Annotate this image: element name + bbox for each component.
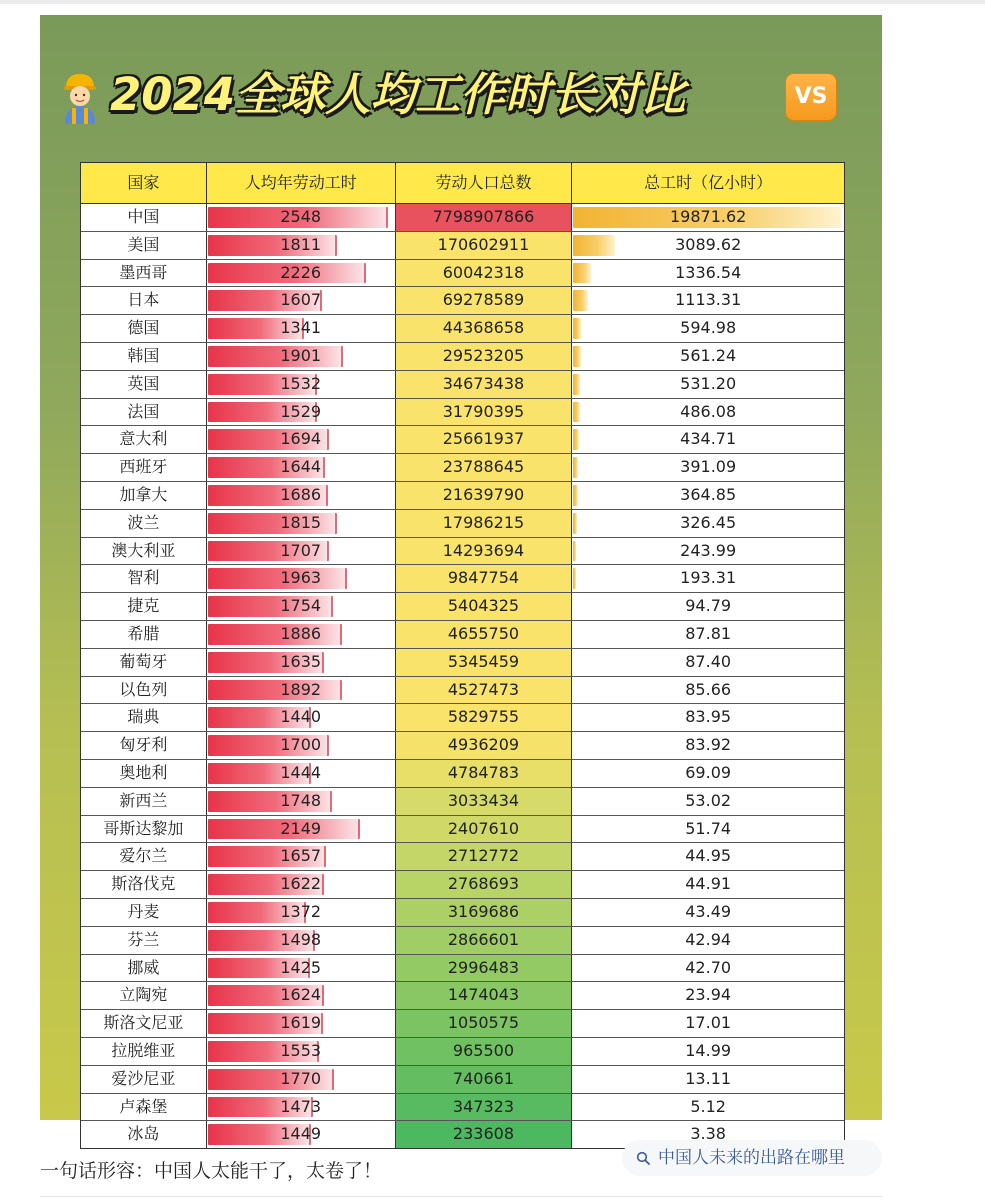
hours-value: 1622	[280, 874, 322, 894]
cell-labor: 2407610	[396, 816, 573, 843]
cell-country: 西班牙	[81, 454, 207, 481]
table-row	[81, 399, 844, 427]
total-value: 561.24	[680, 345, 737, 365]
total-value: 3089.62	[675, 234, 742, 254]
total-value: 87.81	[685, 623, 732, 643]
cell-total	[572, 1010, 844, 1037]
hours-value: 1686	[280, 484, 322, 504]
cell-labor: 3033434	[396, 788, 573, 815]
cell-total	[572, 287, 844, 314]
total-value: 51.74	[685, 818, 732, 838]
cell-hours	[207, 482, 396, 509]
cell-country: 波兰	[81, 510, 207, 537]
cell-hours	[207, 371, 396, 398]
cell-hours	[207, 927, 396, 954]
cell-labor: 9847754	[396, 565, 573, 592]
cell-labor: 3169686	[396, 899, 573, 926]
cell-hours	[207, 399, 396, 426]
cell-total	[572, 260, 844, 287]
hours-value: 2226	[280, 262, 322, 282]
hours-bar	[208, 680, 342, 701]
cell-labor: 170602911	[396, 232, 573, 259]
cell-total	[572, 343, 844, 370]
hours-value: 1444	[280, 762, 322, 782]
table-row	[81, 287, 844, 315]
hours-value: 1607	[280, 290, 322, 310]
hours-value: 1425	[280, 957, 322, 977]
cell-total	[572, 982, 844, 1009]
cell-labor: 2866601	[396, 927, 573, 954]
table-row	[81, 315, 844, 343]
cell-labor: 21639790	[396, 482, 573, 509]
vs-badge-icon: VS	[785, 73, 837, 121]
hours-value: 1901	[280, 345, 322, 365]
hours-value: 2149	[280, 818, 322, 838]
cell-labor: 2996483	[396, 955, 573, 982]
cell-country: 以色列	[81, 677, 207, 704]
search-suggestion-label: 中国人未来的出路在哪里	[658, 1148, 845, 1168]
cell-total	[572, 315, 844, 342]
cell-total	[572, 704, 844, 731]
cell-labor: 1474043	[396, 982, 573, 1009]
cell-total	[572, 649, 844, 676]
cell-country: 立陶宛	[81, 982, 207, 1009]
cell-labor: 965500	[396, 1038, 573, 1065]
cell-country: 爱尔兰	[81, 843, 207, 870]
hours-value: 1440	[280, 707, 322, 727]
title-row	[40, 60, 882, 130]
hours-value: 1754	[280, 596, 322, 616]
cell-labor: 5345459	[396, 649, 573, 676]
cell-labor: 2712772	[396, 843, 573, 870]
cell-country: 意大利	[81, 426, 207, 453]
cell-labor: 347323	[396, 1094, 573, 1121]
cell-country: 葡萄牙	[81, 649, 207, 676]
cell-total	[572, 760, 844, 787]
total-value: 434.71	[680, 429, 737, 449]
cell-hours	[207, 538, 396, 565]
cell-total	[572, 1066, 844, 1093]
cell-total	[572, 510, 844, 537]
table-row	[81, 510, 844, 538]
cell-labor: 4655750	[396, 621, 573, 648]
cell-hours	[207, 760, 396, 787]
cell-country: 斯洛伐克	[81, 871, 207, 898]
table-row	[81, 621, 844, 649]
table-row	[81, 260, 844, 288]
hours-value: 2548	[280, 207, 322, 226]
cell-total	[572, 899, 844, 926]
table-body	[81, 204, 844, 1148]
cell-hours	[207, 816, 396, 843]
cell-country: 韩国	[81, 343, 207, 370]
hours-value: 1532	[280, 373, 322, 393]
data-table	[80, 162, 845, 1149]
table-row	[81, 482, 844, 510]
hours-value: 1886	[280, 623, 322, 643]
cell-country: 澳大利亚	[81, 538, 207, 565]
cell-total	[572, 621, 844, 648]
total-value: 23.94	[685, 985, 732, 1005]
cell-labor: 31790395	[396, 399, 573, 426]
hours-value: 1694	[280, 429, 322, 449]
total-value: 5.12	[690, 1096, 726, 1116]
cell-hours	[207, 232, 396, 259]
total-value: 3.38	[690, 1124, 726, 1144]
hours-bar	[208, 624, 342, 645]
cell-hours	[207, 1010, 396, 1037]
cell-hours	[207, 454, 396, 481]
cell-hours	[207, 510, 396, 537]
total-value: 44.95	[685, 846, 732, 866]
total-value: 83.92	[685, 735, 732, 755]
total-value: 83.95	[685, 707, 732, 727]
cell-total	[572, 399, 844, 426]
table-row	[81, 565, 844, 593]
hours-value: 1553	[280, 1040, 322, 1060]
cell-total	[572, 371, 844, 398]
total-bar	[573, 402, 580, 423]
table-row	[81, 1038, 844, 1066]
cell-hours	[207, 649, 396, 676]
cell-hours	[207, 565, 396, 592]
total-value: 193.31	[680, 568, 737, 588]
header-total: 总工时（亿小时）	[644, 173, 773, 192]
cell-hours	[207, 788, 396, 815]
total-bar	[573, 541, 576, 562]
hours-value: 1700	[280, 735, 322, 755]
cell-total	[572, 426, 844, 453]
table-row	[81, 538, 844, 566]
cell-country: 中国	[81, 204, 207, 231]
total-value: 13.11	[685, 1068, 732, 1088]
cell-total	[572, 1094, 844, 1121]
total-value: 42.94	[685, 929, 732, 949]
total-bar	[573, 513, 577, 534]
cell-hours	[207, 1066, 396, 1093]
cell-labor: 2768693	[396, 871, 573, 898]
total-bar	[573, 290, 588, 311]
cell-country: 芬兰	[81, 927, 207, 954]
table-row	[81, 982, 844, 1010]
cell-country: 日本	[81, 287, 207, 314]
total-value: 43.49	[685, 901, 732, 921]
cell-total	[572, 955, 844, 982]
cell-labor: 25661937	[396, 426, 573, 453]
hours-value: 1449	[280, 1124, 322, 1144]
hours-value: 1498	[280, 929, 322, 949]
cell-total	[572, 732, 844, 759]
cell-labor: 23788645	[396, 454, 573, 481]
cell-hours	[207, 621, 396, 648]
cell-labor: 29523205	[396, 343, 573, 370]
table-row	[81, 899, 844, 927]
cell-country: 拉脱维亚	[81, 1038, 207, 1065]
cell-country: 新西兰	[81, 788, 207, 815]
total-bar	[573, 568, 576, 589]
table-row	[81, 1066, 844, 1094]
total-value: 486.08	[680, 401, 737, 421]
cell-hours	[207, 871, 396, 898]
total-value: 391.09	[680, 457, 737, 477]
table-row	[81, 927, 844, 955]
cell-total	[572, 454, 844, 481]
total-bar	[573, 429, 579, 450]
total-value: 53.02	[685, 790, 732, 810]
hours-value: 1748	[280, 790, 322, 810]
cell-total	[572, 482, 844, 509]
cell-hours	[207, 982, 396, 1009]
cell-hours	[207, 732, 396, 759]
hours-value: 1372	[280, 901, 322, 921]
cell-total	[572, 816, 844, 843]
total-value: 85.66	[685, 679, 732, 699]
table-row	[81, 788, 844, 816]
cell-hours	[207, 204, 396, 231]
cell-hours	[207, 955, 396, 982]
cell-country: 美国	[81, 232, 207, 259]
cell-country: 德国	[81, 315, 207, 342]
table-row	[81, 843, 844, 871]
cell-country: 法国	[81, 399, 207, 426]
total-value: 243.99	[680, 540, 737, 560]
search-suggestion-chip[interactable]	[622, 1140, 882, 1176]
table-header	[81, 163, 844, 204]
cell-hours	[207, 343, 396, 370]
table-row	[81, 232, 844, 260]
hours-value: 1635	[280, 651, 322, 671]
hours-value: 1815	[280, 512, 322, 532]
table-row	[81, 760, 844, 788]
table-row	[81, 1094, 844, 1122]
cell-labor: 4936209	[396, 732, 573, 759]
top-divider	[0, 0, 985, 4]
cell-labor: 14293694	[396, 538, 573, 565]
cell-country: 希腊	[81, 621, 207, 648]
hours-value: 1619	[280, 1013, 322, 1033]
cell-labor: 4527473	[396, 677, 573, 704]
table-row	[81, 677, 844, 705]
cell-labor: 740661	[396, 1066, 573, 1093]
header-labor: 劳动人口总数	[396, 163, 573, 203]
cell-total	[572, 843, 844, 870]
cell-labor: 7798907866	[396, 204, 573, 231]
cell-total	[572, 927, 844, 954]
total-value: 531.20	[680, 373, 737, 393]
cell-hours	[207, 843, 396, 870]
bottom-divider	[40, 1196, 882, 1197]
hours-value: 1657	[280, 846, 322, 866]
total-value: 14.99	[685, 1040, 732, 1060]
total-value: 594.98	[680, 318, 737, 338]
cell-labor: 34673438	[396, 371, 573, 398]
cell-total	[572, 871, 844, 898]
cell-total	[572, 565, 844, 592]
cell-hours	[207, 593, 396, 620]
hours-value: 1811	[280, 234, 322, 254]
cell-hours	[207, 426, 396, 453]
caption-text: 一句话形容：中国人太能干了，太卷了！	[40, 1160, 383, 1182]
total-value: 69.09	[685, 762, 732, 782]
chart-poster	[40, 15, 882, 1144]
cell-hours	[207, 677, 396, 704]
total-bar	[573, 235, 615, 256]
total-value: 326.45	[680, 512, 737, 532]
table-row	[81, 371, 844, 399]
total-value: 19871.62	[669, 207, 747, 226]
total-value: 44.91	[685, 874, 732, 894]
cell-total	[572, 788, 844, 815]
hours-value: 1963	[280, 568, 322, 588]
hours-bar	[208, 568, 347, 589]
table-row	[81, 204, 844, 232]
hours-value: 1624	[280, 985, 322, 1005]
cell-hours	[207, 899, 396, 926]
header-country: 国家	[81, 163, 207, 203]
cell-country: 丹麦	[81, 899, 207, 926]
table-row	[81, 816, 844, 844]
cell-hours	[207, 704, 396, 731]
cell-country: 斯洛文尼亚	[81, 1010, 207, 1037]
cell-total	[572, 538, 844, 565]
total-value: 87.40	[685, 651, 732, 671]
table-row	[81, 649, 844, 677]
cell-country: 加拿大	[81, 482, 207, 509]
cell-labor: 69278589	[396, 287, 573, 314]
cell-country: 冰岛	[81, 1121, 207, 1148]
total-bar	[573, 457, 578, 478]
table-row	[81, 343, 844, 371]
cell-labor: 5829755	[396, 704, 573, 731]
hours-value: 1341	[280, 318, 322, 338]
cell-labor: 233608	[396, 1121, 573, 1148]
header-hours: 人均年劳动工时	[207, 163, 396, 203]
table-row	[81, 454, 844, 482]
cell-hours	[207, 287, 396, 314]
cell-total	[572, 204, 844, 231]
total-value: 17.01	[685, 1013, 732, 1033]
total-value: 42.70	[685, 957, 732, 977]
cell-labor: 1050575	[396, 1010, 573, 1037]
total-bar	[573, 346, 581, 367]
cell-hours	[207, 315, 396, 342]
hours-value: 1529	[280, 401, 322, 421]
table-row	[81, 704, 844, 732]
total-bar	[573, 485, 578, 506]
hours-value: 1892	[280, 679, 322, 699]
hours-value: 1644	[280, 457, 322, 477]
total-value: 1336.54	[675, 262, 742, 282]
cell-country: 匈牙利	[81, 732, 207, 759]
cell-country: 卢森堡	[81, 1094, 207, 1121]
table-row	[81, 871, 844, 899]
cell-labor: 4784783	[396, 760, 573, 787]
chart-title: 2024全球人均工作时长对比	[110, 68, 686, 121]
cell-country: 捷克	[81, 593, 207, 620]
cell-hours	[207, 1038, 396, 1065]
cell-total	[572, 1038, 844, 1065]
total-bar	[573, 318, 581, 339]
cell-labor: 60042318	[396, 260, 573, 287]
table-row	[81, 955, 844, 983]
total-value: 364.85	[680, 484, 737, 504]
cell-country: 奥地利	[81, 760, 207, 787]
table-row	[81, 426, 844, 454]
table-row	[81, 1010, 844, 1038]
total-bar	[573, 263, 591, 284]
cell-hours	[207, 260, 396, 287]
table-row	[81, 732, 844, 760]
construction-worker-emoji-icon	[60, 66, 100, 124]
table-row	[81, 593, 844, 621]
cell-hours	[207, 1094, 396, 1121]
hours-value: 1473	[280, 1096, 322, 1116]
cell-hours	[207, 1121, 396, 1148]
cell-labor: 17986215	[396, 510, 573, 537]
cell-country: 英国	[81, 371, 207, 398]
total-value: 94.79	[685, 596, 732, 616]
cell-country: 挪威	[81, 955, 207, 982]
hours-bar	[208, 346, 343, 367]
total-bar	[573, 374, 580, 395]
cell-labor: 5404325	[396, 593, 573, 620]
cell-total	[572, 232, 844, 259]
cell-labor: 44368658	[396, 315, 573, 342]
cell-total	[572, 593, 844, 620]
hours-value: 1707	[280, 540, 322, 560]
cell-country: 爱沙尼亚	[81, 1066, 207, 1093]
search-icon	[636, 1151, 650, 1165]
cell-country: 智利	[81, 565, 207, 592]
hours-value: 1770	[280, 1068, 322, 1088]
cell-total	[572, 677, 844, 704]
cell-country: 哥斯达黎加	[81, 816, 207, 843]
cell-country: 墨西哥	[81, 260, 207, 287]
total-value: 1113.31	[675, 290, 742, 310]
cell-country: 瑞典	[81, 704, 207, 731]
